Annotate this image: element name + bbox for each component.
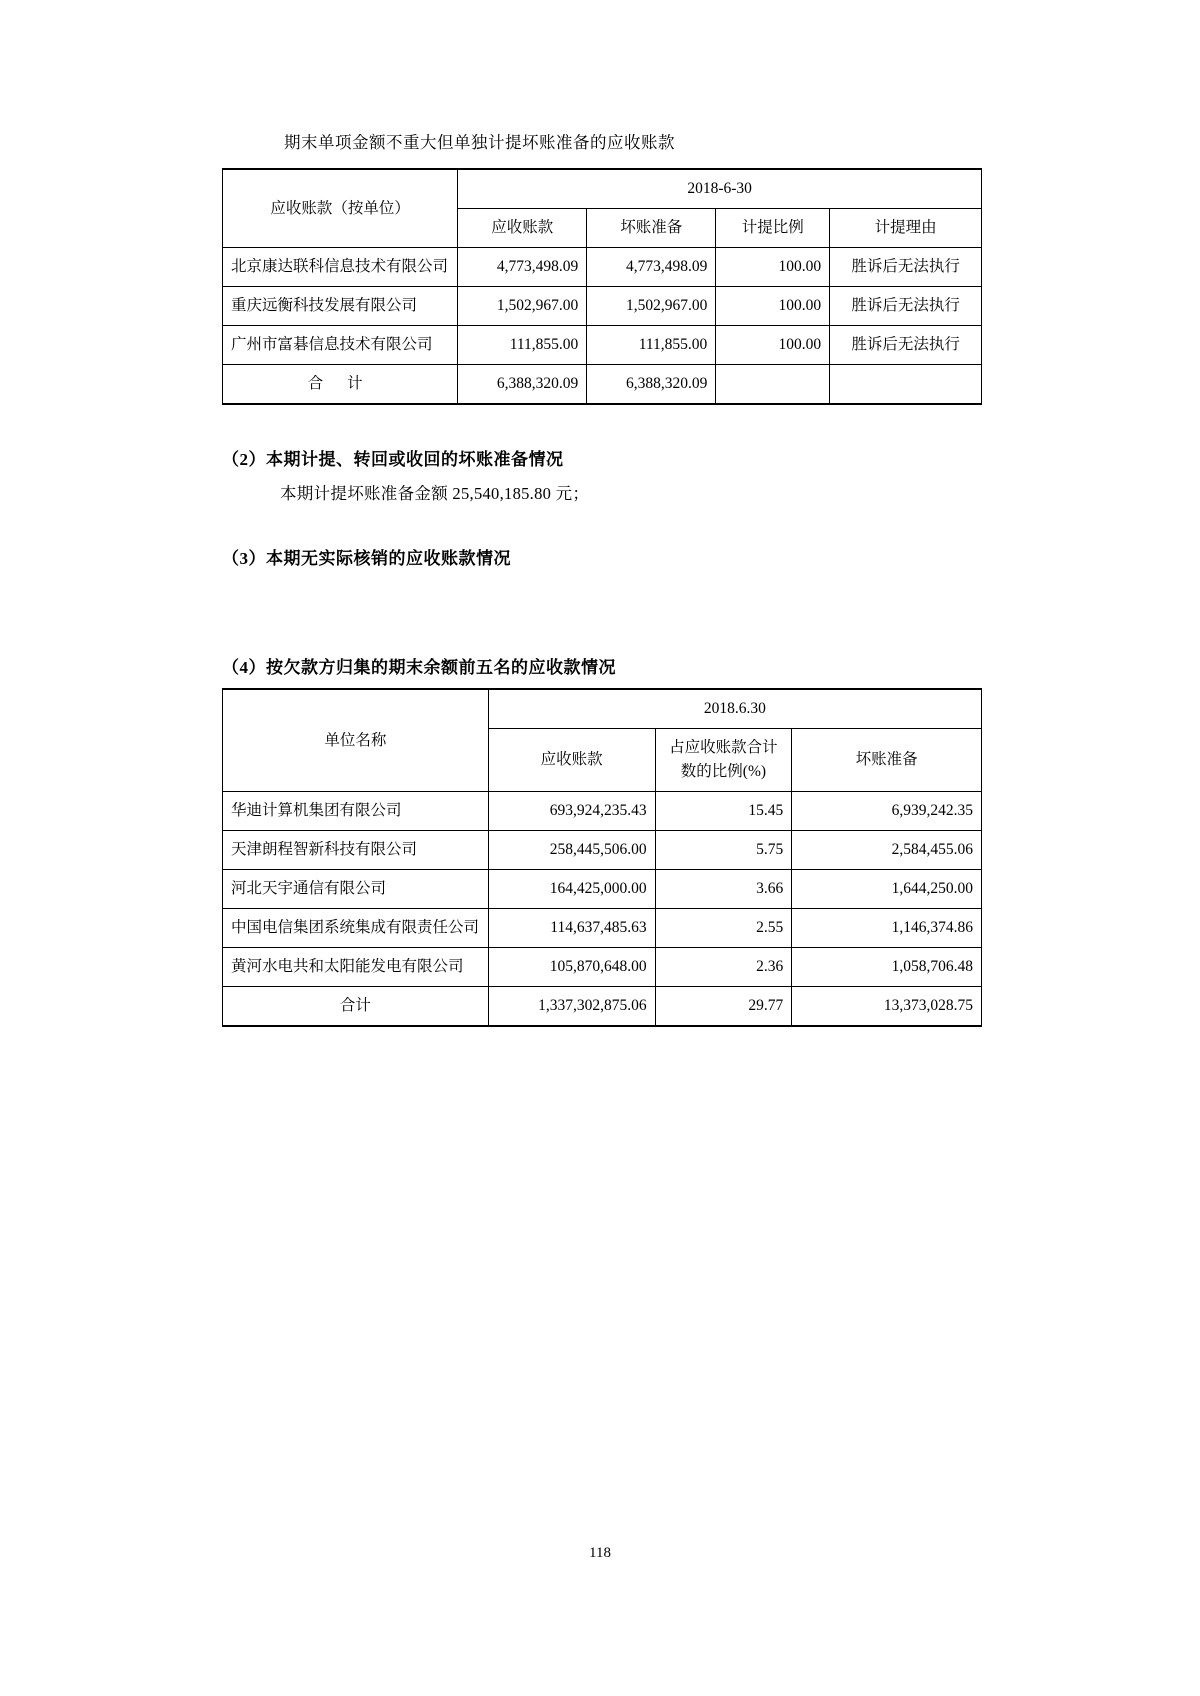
top-five-table-wrap (222, 688, 982, 1027)
section-2-body: 本期计提坏账准备金额 25,540,185.80 元； (280, 484, 590, 503)
table1-header-receivable: 应收账款 (458, 209, 587, 248)
table1-row2-name: 广州市富碁信息技术有限公司 (223, 326, 458, 365)
table-row (223, 948, 982, 987)
table2-total-ratio: 29.77 (655, 987, 792, 1027)
table1-row1-name: 重庆远衡科技发展有限公司 (223, 287, 458, 326)
table2-header-unit: 单位名称 (223, 689, 489, 792)
table2-row4-ratio: 2.36 (655, 948, 792, 987)
table1-header-bad-debt: 坏账准备 (587, 209, 716, 248)
table2-row1-name: 天津朗程智新科技有限公司 (223, 831, 489, 870)
table2-row4-bad-debt: 1,058,706.48 (792, 948, 982, 987)
table2-header-row-1 (223, 689, 982, 729)
table2-row2-name: 河北天宇通信有限公司 (223, 870, 489, 909)
table1-total-label: 合 计 (223, 365, 458, 405)
table2-row0-bad-debt: 6,939,242.35 (792, 792, 982, 831)
table1-row0-name: 北京康达联科信息技术有限公司 (223, 248, 458, 287)
table-row (223, 287, 982, 326)
section-2-heading: （2）本期计提、转回或收回的坏账准备情况 (222, 450, 564, 469)
table2-row1-bad-debt: 2,584,455.06 (792, 831, 982, 870)
table1-row0-receivable: 4,773,498.09 (458, 248, 587, 287)
table1-row1-bad-debt: 1,502,967.00 (587, 287, 716, 326)
table2-row3-receivable: 114,637,485.63 (488, 909, 655, 948)
table1-row2-receivable: 111,855.00 (458, 326, 587, 365)
table1-row2-ratio: 100.00 (716, 326, 830, 365)
top-five-receivables-table (222, 688, 982, 1027)
page-content (222, 130, 982, 1027)
table1-row1-receivable: 1,502,967.00 (458, 287, 587, 326)
table1-total-row (223, 365, 982, 405)
table2-row0-receivable: 693,924,235.43 (488, 792, 655, 831)
table1-total-bad-debt: 6,388,320.09 (587, 365, 716, 405)
table1-row2-bad-debt: 111,855.00 (587, 326, 716, 365)
table1-header-unit: 应收账款（按单位） (223, 169, 458, 248)
section-spacer (222, 579, 982, 613)
table1-header-ratio: 计提比例 (716, 209, 830, 248)
table2-total-receivable: 1,337,302,875.06 (488, 987, 655, 1027)
table2-header-ratio: 占应收账款合计数的比例(%) (655, 729, 792, 792)
page-number: 118 (589, 1545, 611, 1561)
table-row (223, 831, 982, 870)
table2-row2-ratio: 3.66 (655, 870, 792, 909)
table2-total-label: 合计 (223, 987, 489, 1027)
table-row (223, 248, 982, 287)
table2-row1-receivable: 258,445,506.00 (488, 831, 655, 870)
table2-row2-receivable: 164,425,000.00 (488, 870, 655, 909)
table2-row2-bad-debt: 1,644,250.00 (792, 870, 982, 909)
table1-total-reason (830, 365, 982, 405)
table1-header-reason: 计提理由 (830, 209, 982, 248)
table2-row0-ratio: 15.45 (655, 792, 792, 831)
table1-row0-reason: 胜诉后无法执行 (830, 248, 982, 287)
table-row (223, 909, 982, 948)
table2-header-period: 2018.6.30 (488, 689, 981, 729)
table2-row1-ratio: 5.75 (655, 831, 792, 870)
table1-header-row-1 (223, 169, 982, 209)
table1-header-period: 2018-6-30 (458, 169, 982, 209)
table2-row3-name: 中国电信集团系统集成有限责任公司 (223, 909, 489, 948)
table-row (223, 326, 982, 365)
receivables-individually-provisioned-table (222, 168, 982, 405)
table2-total-row (223, 987, 982, 1027)
table1-row1-ratio: 100.00 (716, 287, 830, 326)
table1-total-receivable: 6,388,320.09 (458, 365, 587, 405)
table1-total-ratio (716, 365, 830, 405)
table2-total-bad-debt: 13,373,028.75 (792, 987, 982, 1027)
table1-row1-reason: 胜诉后无法执行 (830, 287, 982, 326)
table-row (223, 870, 982, 909)
table1-row0-bad-debt: 4,773,498.09 (587, 248, 716, 287)
table1-caption: 期末单项金额不重大但单独计提坏账准备的应收账款 (284, 133, 675, 152)
table1-row2-reason: 胜诉后无法执行 (830, 326, 982, 365)
section-3-heading: （3）本期无实际核销的应收账款情况 (222, 549, 511, 568)
table2-header-bad-debt: 坏账准备 (792, 729, 982, 792)
table1-row0-ratio: 100.00 (716, 248, 830, 287)
table2-header-receivable: 应收账款 (488, 729, 655, 792)
table2-row3-bad-debt: 1,146,374.86 (792, 909, 982, 948)
table2-row4-receivable: 105,870,648.00 (488, 948, 655, 987)
section-4-heading: （4）按欠款方归集的期末余额前五名的应收款情况 (222, 658, 616, 677)
table2-row0-name: 华迪计算机集团有限公司 (223, 792, 489, 831)
table-row (223, 792, 982, 831)
table2-row4-name: 黄河水电共和太阳能发电有限公司 (223, 948, 489, 987)
table2-row3-ratio: 2.55 (655, 909, 792, 948)
